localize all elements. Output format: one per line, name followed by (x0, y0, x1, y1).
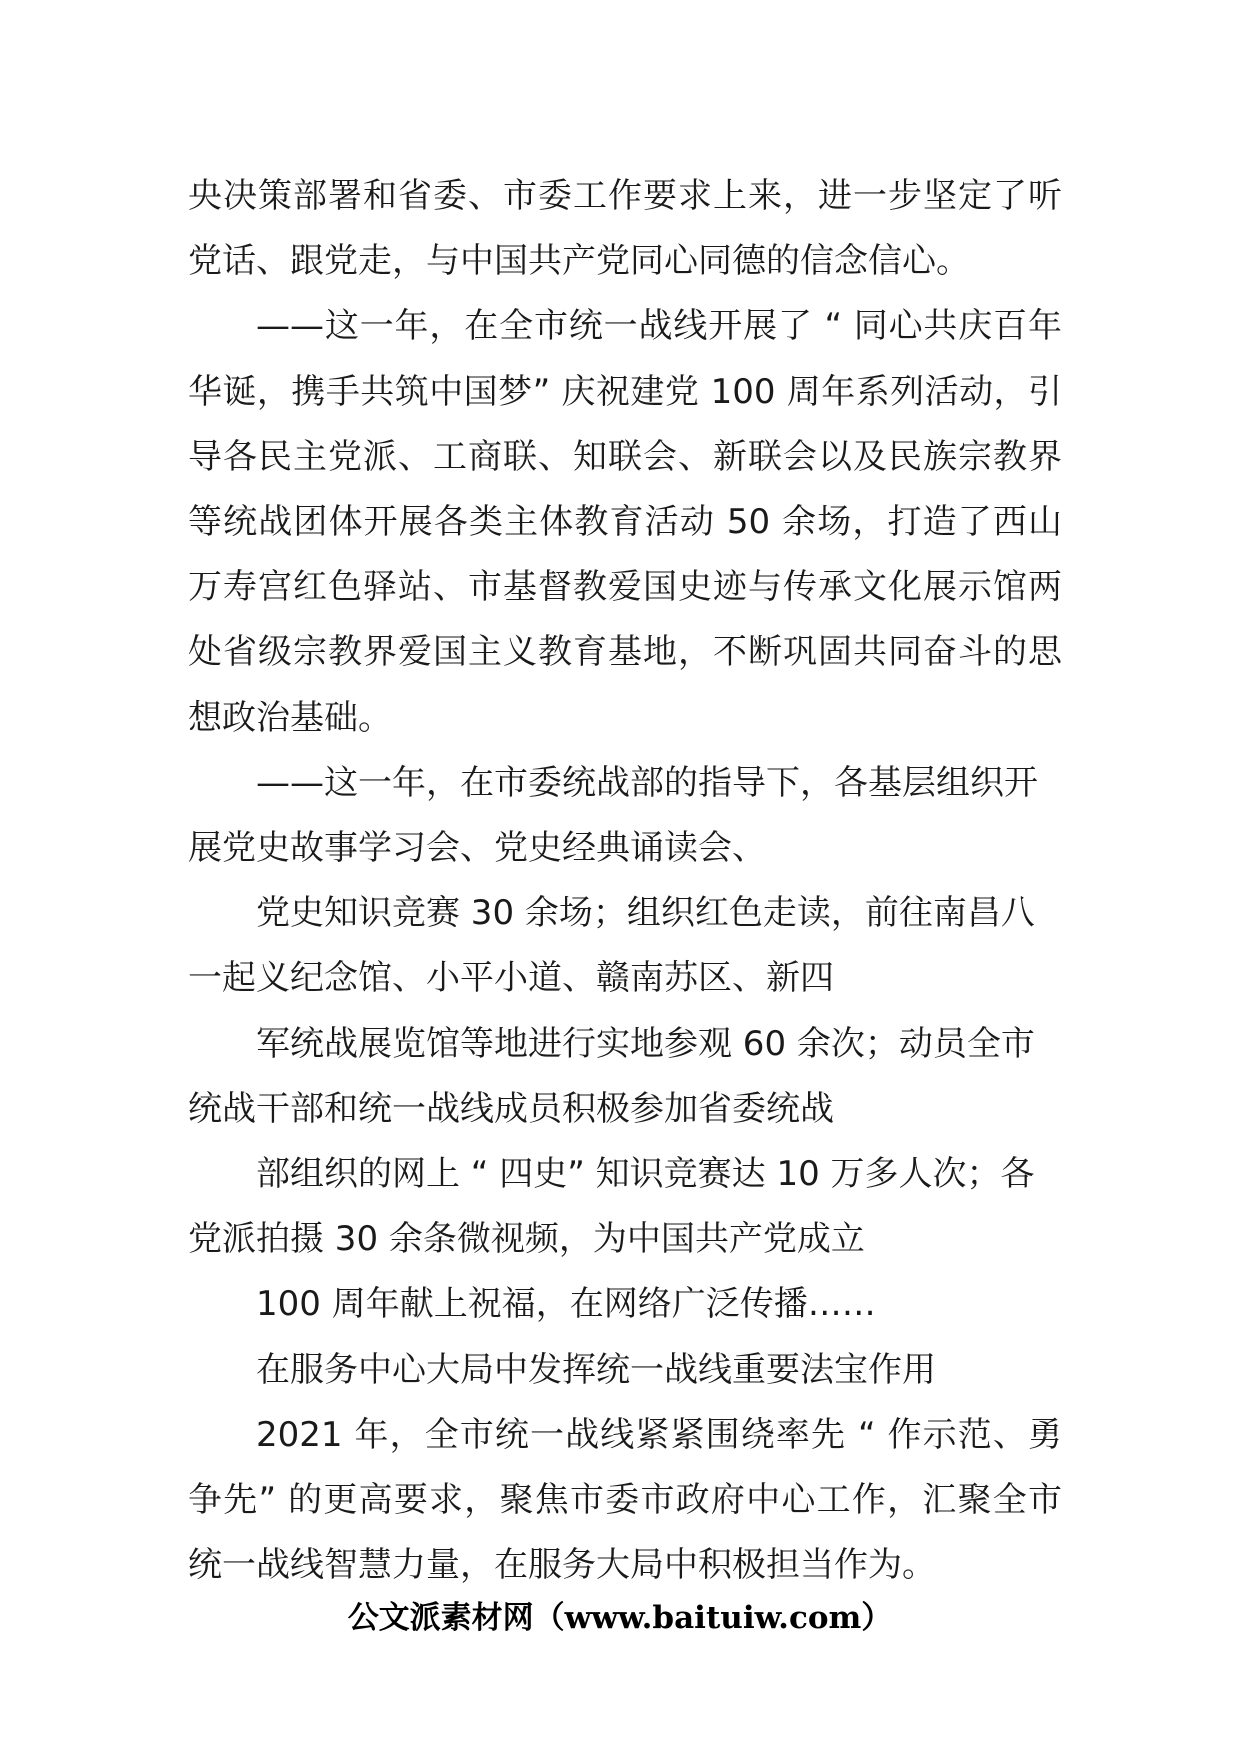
paragraph-6: 部组织的网上 “ 四史” 知识竞赛达 10 万多人次；各党派拍摄 30 余条微视频，为中国共产党成立 (188, 1154, 1035, 1260)
section-heading: 在服务中心大局中发挥统一战线重要法宝作用 (256, 1349, 936, 1390)
paragraph-9: 2021 年，全市统一战线紧紧围绕率先 “ 作示范、勇争先” 的更高要求，聚焦市委市政府中心工作，汇聚全市统一战线智慧力量，在服务大局中积极担当作为。 (188, 1414, 1062, 1586)
paragraph-2: ——这一年，在全市统一战线开展了 “ 同心共庆百年华诞，携手共筑中国梦” 庆祝建党 100 周年系列活动，引导各民主党派、工商联、知联会、新联会以及民族宗教界等统战团体开展各类主体教育活动 50 余场，打造了西山万寿宫红色驿站、市基督教爱国史迹与传承文化展示馆两处省级宗教界爱国主义教育基地，不断巩固共同奋斗的思想政治基础。 (188, 306, 1062, 738)
paragraph-7: 100 周年献上祝福，在网络广泛传播…… (256, 1284, 876, 1325)
footer-watermark: 公文派素材网（www.baituiw.com） (347, 1600, 893, 1636)
paragraph-5: 军统战展览馆等地进行实地参观 60 余次；动员全市统战干部和统一战线成员积极参加省委统战 (188, 1023, 1035, 1129)
paragraph-1: 央决策部署和省委、市委工作要求上来，进一步坚定了听党话、跟党走，与中国共产党同心同德的信念信心。 (188, 176, 1062, 282)
document-body (188, 164, 1062, 1598)
paragraph-3: ——这一年，在市委统战部的指导下，各基层组织开展党史故事学习会、党史经典诵读会、 (188, 762, 1038, 869)
paragraph-4: 党史知识竞赛 30 余场；组织红色走读，前往南昌八一起义纪念馆、小平小道、赣南苏区、新四 (188, 893, 1035, 999)
